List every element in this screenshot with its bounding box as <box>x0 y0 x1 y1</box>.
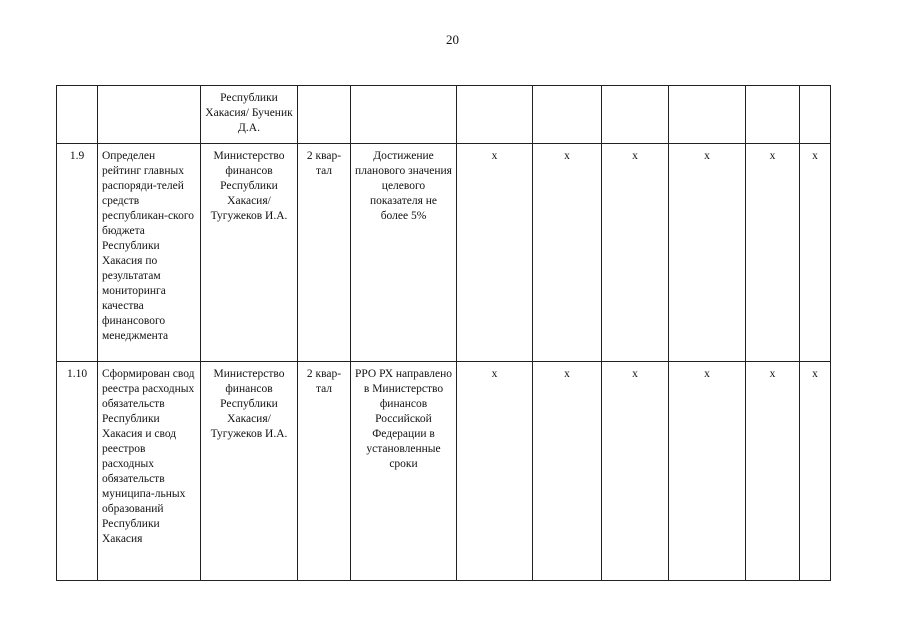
cell-mark: х <box>800 362 831 581</box>
cell-responsible: Республики Хакасия/ Бученик Д.А. <box>201 86 298 144</box>
cell-mark: х <box>746 144 800 362</box>
table-row-1-10 <box>57 362 831 581</box>
cell-mark: х <box>602 144 669 362</box>
cell-mark: х <box>533 362 602 581</box>
cell-mark <box>602 86 669 144</box>
table-row-1-9 <box>57 144 831 362</box>
cell-result: РРО РХ направлено в Министерство финансов Российской Федерации в установленные сроки <box>351 362 457 581</box>
cell-mark: х <box>746 362 800 581</box>
page-number: 20 <box>446 32 459 47</box>
cell-mark <box>800 86 831 144</box>
cell-mark: х <box>457 144 533 362</box>
cell-mark <box>457 86 533 144</box>
cell-number: 1.10 <box>57 362 98 581</box>
cell-event-name: Сформирован свод реестра расходных обязательств Республики Хакасия и свод реестров расходных обязательств муниципа-льных образований Республики Хакасия <box>98 362 201 581</box>
cell-responsible: Министерство финансов Республики Хакасия/ Тугужеков И.А. <box>201 362 298 581</box>
plan-table <box>56 85 831 581</box>
cell-term: 2 квар-тал <box>298 362 351 581</box>
cell-term: 2 квар-тал <box>298 144 351 362</box>
cell-result <box>351 86 457 144</box>
table-row-continuation <box>57 86 831 144</box>
cell-term <box>298 86 351 144</box>
cell-mark: х <box>533 144 602 362</box>
cell-mark <box>669 86 746 144</box>
cell-mark <box>533 86 602 144</box>
cell-number: 1.9 <box>57 144 98 362</box>
cell-result: Достижение планового значения целевого показателя не более 5% <box>351 144 457 362</box>
cell-event-name: Определен рейтинг главных распоряди-телей средств республикан-ского бюджета Республики Хакасия по результатам мониторинга качества финансового менеджмента <box>98 144 201 362</box>
cell-mark <box>746 86 800 144</box>
cell-mark: х <box>457 362 533 581</box>
cell-mark: х <box>800 144 831 362</box>
cell-responsible: Министерство финансов Республики Хакасия/ Тугужеков И.А. <box>201 144 298 362</box>
cell-mark: х <box>602 362 669 581</box>
cell-event-name <box>98 86 201 144</box>
cell-mark: х <box>669 144 746 362</box>
cell-mark: х <box>669 362 746 581</box>
cell-number <box>57 86 98 144</box>
